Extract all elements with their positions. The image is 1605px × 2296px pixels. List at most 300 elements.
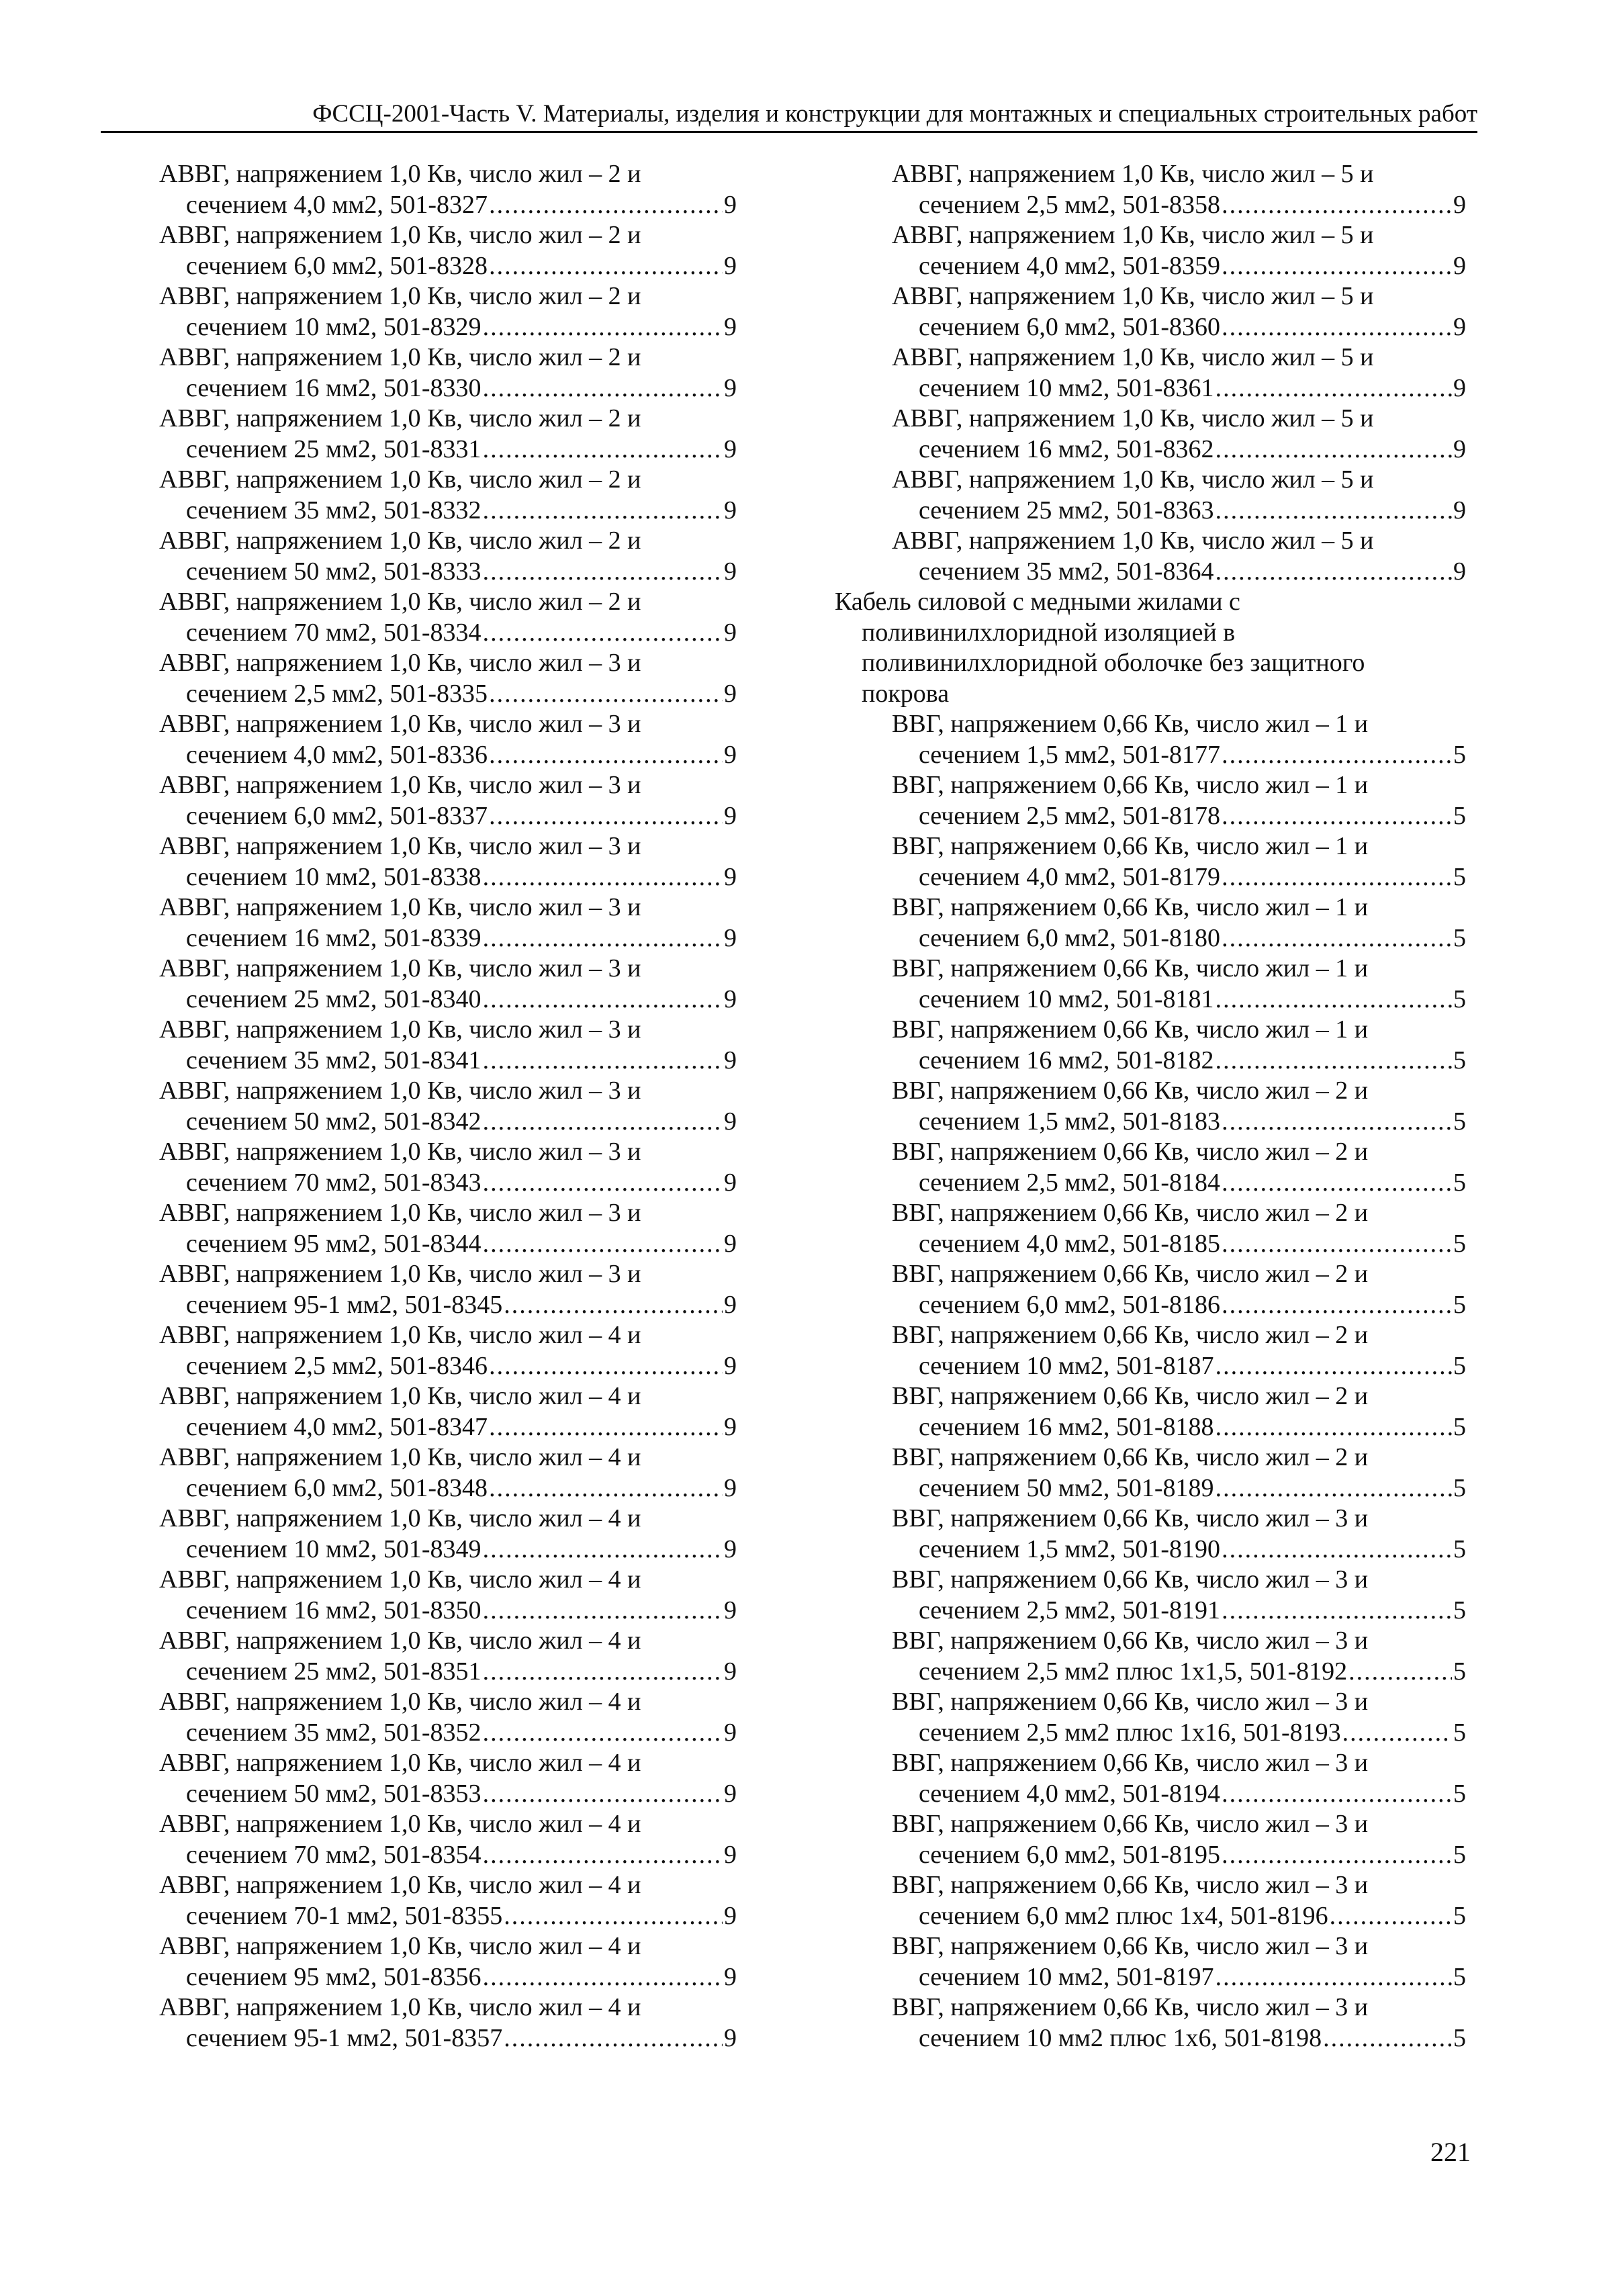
right-index-column	[835, 159, 1466, 2054]
index-entry	[835, 526, 1466, 587]
entry-page-ref: 5	[1453, 1596, 1466, 1624]
dot-leader	[1222, 1534, 1452, 1565]
entry-page-ref: 9	[724, 557, 737, 586]
dot-leader	[483, 434, 723, 465]
index-entry	[159, 465, 737, 526]
entry-detail: сечением 95 мм2, 501-8344	[186, 1229, 481, 1258]
entry-page-ref: 9	[724, 1107, 737, 1136]
entry-detail-line	[835, 373, 1466, 404]
entry-page-ref: 9	[724, 434, 737, 463]
entry-detail-line	[159, 1290, 737, 1321]
entry-detail-line	[159, 984, 737, 1015]
entry-detail-line	[159, 1901, 737, 1932]
entry-detail: сечением 50 мм2, 501-8189	[919, 1473, 1214, 1502]
index-entry	[835, 1931, 1466, 1992]
entry-detail: сечением 70 мм2, 501-8334	[186, 618, 481, 647]
index-entry	[159, 1504, 737, 1565]
entry-detail: сечением 35 мм2, 501-8332	[186, 496, 481, 524]
index-entry	[159, 342, 737, 404]
entry-title: АВВГ, напряжением 1,0 Кв, число жил – 3 и	[159, 954, 641, 982]
entry-detail: сечением 70 мм2, 501-8354	[186, 1840, 481, 1869]
entry-page-ref: 5	[1453, 984, 1466, 1013]
entry-detail: сечением 2,5 мм2, 501-8184	[919, 1168, 1221, 1197]
entry-detail-line	[159, 1657, 737, 1688]
entry-detail-line	[835, 862, 1466, 893]
entry-detail: сечением 25 мм2, 501-8331	[186, 434, 481, 463]
entry-title: АВВГ, напряжением 1,0 Кв, число жил – 5 и	[892, 160, 1374, 188]
entry-detail: сечением 10 мм2, 501-8187	[919, 1351, 1214, 1380]
entry-title: ВВГ, напряжением 0,66 Кв, число жил – 1 и	[892, 771, 1369, 799]
entry-detail: сечением 4,0 мм2, 501-8179	[919, 862, 1221, 891]
dot-leader	[1216, 496, 1452, 526]
entry-detail-line	[159, 801, 737, 832]
entry-title: АВВГ, напряжением 1,0 Кв, число жил – 5 и	[892, 465, 1374, 494]
dot-leader	[483, 618, 723, 649]
entry-title: АВВГ, напряжением 1,0 Кв, число жил – 3 и	[159, 771, 641, 799]
index-entry	[835, 1992, 1466, 2054]
entry-detail-line	[835, 434, 1466, 465]
entry-detail-line	[159, 1351, 737, 1382]
index-entry	[159, 1442, 737, 1504]
entry-title: АВВГ, напряжением 1,0 Кв, число жил – 3 и	[159, 832, 641, 860]
index-entry	[835, 1870, 1466, 1931]
entry-page-ref: 5	[1453, 1168, 1466, 1197]
entry-detail: сечением 10 мм2 плюс 1х6, 501-8198	[919, 2023, 1322, 2052]
dot-leader	[1216, 557, 1452, 588]
entry-detail-line	[159, 190, 737, 221]
index-entry	[159, 1320, 737, 1381]
entry-page-ref: 5	[1453, 862, 1466, 891]
entry-detail-line	[159, 312, 737, 343]
index-entry	[835, 1687, 1466, 1748]
entry-page-ref: 9	[724, 1412, 737, 1441]
entry-detail-line	[835, 1901, 1466, 1932]
entry-page-ref: 9	[724, 1168, 737, 1197]
dot-leader	[504, 2023, 723, 2054]
entry-page-ref: 9	[724, 1290, 737, 1319]
entry-detail-line	[159, 1412, 737, 1443]
right-entries-vvg	[835, 709, 1466, 2054]
entry-page-ref: 9	[1453, 557, 1466, 586]
entry-page-ref: 5	[1453, 1229, 1466, 1258]
entry-detail: сечением 4,0 мм2, 501-8185	[919, 1229, 1221, 1258]
index-entry	[835, 220, 1466, 281]
dot-leader	[1222, 1779, 1452, 1810]
index-entry	[835, 1259, 1466, 1320]
entry-detail: сечением 4,0 мм2, 501-8194	[919, 1779, 1221, 1808]
dot-leader	[1222, 1840, 1452, 1871]
entry-title: АВВГ, напряжением 1,0 Кв, число жил – 3 и	[159, 710, 641, 738]
dot-leader	[1222, 801, 1452, 832]
entry-detail: сечением 10 мм2, 501-8349	[186, 1534, 481, 1563]
entry-detail: сечением 35 мм2, 501-8341	[186, 1046, 481, 1074]
entry-title: ВВГ, напряжением 0,66 Кв, число жил – 1 и	[892, 893, 1369, 921]
entry-detail: сечением 4,0 мм2, 501-8347	[186, 1412, 488, 1441]
entry-title: ВВГ, напряжением 0,66 Кв, число жил – 1 и	[892, 832, 1369, 860]
entry-detail-line	[835, 1840, 1466, 1871]
index-entry	[835, 1565, 1466, 1626]
entry-page-ref: 5	[1453, 1718, 1466, 1747]
entry-page-ref: 5	[1453, 1901, 1466, 1930]
dot-leader	[489, 251, 723, 282]
dot-leader	[483, 373, 723, 404]
entry-detail: сечением 95-1 мм2, 501-8357	[186, 2023, 503, 2052]
entry-detail: сечением 1,5 мм2, 501-8177	[919, 740, 1221, 769]
entry-page-ref: 9	[724, 1351, 737, 1380]
index-entry	[835, 1626, 1466, 1687]
entry-detail: сечением 70-1 мм2, 501-8355	[186, 1901, 503, 1930]
entry-title: АВВГ, напряжением 1,0 Кв, число жил – 4 и	[159, 1688, 641, 1716]
entry-detail-line	[835, 1229, 1466, 1260]
entry-detail: сечением 6,0 мм2, 501-8360	[919, 312, 1221, 341]
dot-leader	[1222, 1290, 1452, 1321]
section-heading	[835, 587, 1466, 709]
section-heading-line: покрова	[862, 679, 950, 708]
entry-title: АВВГ, напряжением 1,0 Кв, число жил – 3 и	[159, 893, 641, 921]
entry-title: АВВГ, напряжением 1,0 Кв, число жил – 3 и	[159, 1015, 641, 1044]
entry-page-ref: 9	[1453, 312, 1466, 341]
entry-detail: сечением 10 мм2, 501-8197	[919, 1962, 1214, 1991]
entry-detail: сечением 10 мм2, 501-8361	[919, 373, 1214, 402]
dot-leader	[1216, 1473, 1452, 1504]
entry-title: ВВГ, напряжением 0,66 Кв, число жил – 2 и	[892, 1321, 1369, 1349]
entry-page-ref: 9	[724, 1657, 737, 1686]
entry-title: АВВГ, напряжением 1,0 Кв, число жил – 4 и	[159, 1932, 641, 1960]
entry-page-ref: 9	[1453, 251, 1466, 280]
dot-leader	[1222, 312, 1452, 343]
entry-detail: сечением 95 мм2, 501-8356	[186, 1962, 481, 1991]
entry-detail-line	[159, 679, 737, 710]
entry-detail-line	[835, 1779, 1466, 1810]
index-entry	[835, 954, 1466, 1015]
entry-page-ref: 9	[724, 1962, 737, 1991]
entry-page-ref: 9	[724, 1534, 737, 1563]
entry-detail-line	[835, 1534, 1466, 1565]
entry-detail-line	[835, 2023, 1466, 2054]
entry-page-ref: 9	[724, 618, 737, 647]
dot-leader	[1222, 1596, 1452, 1626]
entry-title: АВВГ, напряжением 1,0 Кв, число жил – 4 и	[159, 1871, 641, 1899]
dot-leader	[1323, 2023, 1452, 2054]
entry-detail-line	[835, 1473, 1466, 1504]
entry-title: АВВГ, напряжением 1,0 Кв, число жил – 2 и	[159, 465, 641, 494]
entry-title: АВВГ, напряжением 1,0 Кв, число жил – 4 и	[159, 1443, 641, 1471]
entry-title: ВВГ, напряжением 0,66 Кв, число жил – 3 и	[892, 1565, 1369, 1594]
entry-detail: сечением 1,5 мм2, 501-8183	[919, 1107, 1221, 1136]
dot-leader	[504, 1901, 723, 1932]
dot-leader	[489, 679, 723, 710]
entry-page-ref: 5	[1453, 2023, 1466, 2052]
dot-leader	[489, 1412, 723, 1443]
entry-title: ВВГ, напряжением 0,66 Кв, число жил – 3 и	[892, 1688, 1369, 1716]
dot-leader	[483, 312, 723, 343]
index-entry	[159, 1198, 737, 1259]
entry-page-ref: 9	[1453, 434, 1466, 463]
right-entries-aavg	[835, 159, 1466, 587]
entry-page-ref: 5	[1453, 1779, 1466, 1808]
entry-page-ref: 9	[1453, 373, 1466, 402]
entry-detail: сечением 6,0 мм2, 501-8180	[919, 923, 1221, 952]
entry-detail: сечением 6,0 мм2, 501-8337	[186, 801, 488, 830]
entry-title: АВВГ, напряжением 1,0 Кв, число жил – 2 и	[159, 526, 641, 555]
entry-detail: сечением 16 мм2, 501-8330	[186, 373, 481, 402]
entry-detail-line	[835, 251, 1466, 282]
entry-title: ВВГ, напряжением 0,66 Кв, число жил – 1 и	[892, 710, 1369, 738]
entry-page-ref: 5	[1453, 1046, 1466, 1074]
dot-leader	[1222, 923, 1452, 954]
entry-detail-line	[159, 2023, 737, 2054]
index-entry	[835, 281, 1466, 342]
entry-title: АВВГ, напряжением 1,0 Кв, число жил – 4 и	[159, 1626, 641, 1655]
index-entry	[159, 1259, 737, 1320]
index-entry	[159, 1931, 737, 1992]
index-entry	[159, 1626, 737, 1687]
entry-title: АВВГ, напряжением 1,0 Кв, число жил – 3 и	[159, 1260, 641, 1288]
dot-leader	[489, 801, 723, 832]
entry-page-ref: 9	[724, 190, 737, 219]
dot-leader	[483, 1718, 723, 1749]
entry-detail: сечением 6,0 мм2, 501-8348	[186, 1473, 488, 1502]
entry-page-ref: 5	[1453, 1534, 1466, 1563]
entry-title: АВВГ, напряжением 1,0 Кв, число жил – 5 и	[892, 282, 1374, 310]
entry-title: АВВГ, напряжением 1,0 Кв, число жил – 3 и	[159, 1138, 641, 1166]
index-entry	[835, 1320, 1466, 1381]
page-number: 221	[1430, 2137, 1471, 2167]
entry-title: АВВГ, напряжением 1,0 Кв, число жил – 3 и	[159, 1199, 641, 1227]
entry-detail: сечением 2,5 мм2, 501-8191	[919, 1596, 1221, 1624]
entry-title: АВВГ, напряжением 1,0 Кв, число жил – 2 и	[159, 404, 641, 432]
entry-detail: сечением 4,0 мм2, 501-8336	[186, 740, 488, 769]
index-entry	[835, 1381, 1466, 1442]
dot-leader	[1216, 984, 1452, 1015]
index-entry	[835, 404, 1466, 465]
entry-detail-line	[835, 1657, 1466, 1688]
index-entry	[835, 1748, 1466, 1809]
index-entry	[835, 1809, 1466, 1870]
entry-title: АВВГ, напряжением 1,0 Кв, число жил – 2 и	[159, 282, 641, 310]
section-heading-line: поливинилхлоридной оболочке без защитного	[862, 649, 1365, 677]
entry-detail: сечением 6,0 мм2, 501-8186	[919, 1290, 1221, 1319]
dot-leader	[1342, 1718, 1452, 1749]
entry-title: АВВГ, напряжением 1,0 Кв, число жил – 5 и	[892, 526, 1374, 555]
entry-detail: сечением 2,5 мм2 плюс 1х16, 501-8193	[919, 1718, 1341, 1747]
entry-detail: сечением 70 мм2, 501-8343	[186, 1168, 481, 1197]
index-entry	[835, 1076, 1466, 1137]
entry-title: ВВГ, напряжением 0,66 Кв, число жил – 2 и	[892, 1199, 1369, 1227]
dot-leader	[483, 1107, 723, 1138]
entry-detail: сечением 16 мм2, 501-8362	[919, 434, 1214, 463]
index-entry	[159, 648, 737, 709]
entry-page-ref: 9	[724, 251, 737, 280]
index-entry	[835, 770, 1466, 831]
entry-detail-line	[159, 1596, 737, 1626]
index-entry	[159, 281, 737, 342]
dot-leader	[489, 1473, 723, 1504]
dot-leader	[504, 1290, 723, 1321]
dot-leader	[1222, 251, 1452, 282]
dot-leader	[483, 1779, 723, 1810]
index-entry	[835, 159, 1466, 220]
entry-title: АВВГ, напряжением 1,0 Кв, число жил – 2 и	[159, 343, 641, 371]
entry-detail: сечением 2,5 мм2 плюс 1х1,5, 501-8192	[919, 1657, 1348, 1686]
dot-leader	[1222, 190, 1452, 221]
dot-leader	[483, 1657, 723, 1688]
index-entry	[159, 1992, 737, 2054]
index-entry	[159, 404, 737, 465]
entry-detail-line	[835, 1107, 1466, 1138]
dot-leader	[1216, 1046, 1452, 1076]
index-entry	[835, 892, 1466, 954]
entry-detail-line	[835, 557, 1466, 588]
entry-detail-line	[159, 618, 737, 649]
entry-page-ref: 9	[724, 1596, 737, 1624]
entry-page-ref: 5	[1453, 1657, 1466, 1686]
entry-detail: сечением 50 мм2, 501-8333	[186, 557, 481, 586]
dot-leader	[489, 740, 723, 771]
index-entry	[159, 954, 737, 1015]
dot-leader	[483, 984, 723, 1015]
entry-page-ref: 9	[724, 1718, 737, 1747]
entry-title: АВВГ, напряжением 1,0 Кв, число жил – 4 и	[159, 1810, 641, 1838]
entry-title: АВВГ, напряжением 1,0 Кв, число жил – 4 и	[159, 1382, 641, 1410]
entry-detail-line	[159, 1718, 737, 1749]
entry-page-ref: 9	[724, 1473, 737, 1502]
entry-title: АВВГ, напряжением 1,0 Кв, число жил – 4 и	[159, 1993, 641, 2021]
index-entry	[159, 159, 737, 220]
entry-detail: сечением 10 мм2, 501-8181	[919, 984, 1214, 1013]
index-entry	[835, 465, 1466, 526]
entry-page-ref: 9	[724, 1901, 737, 1930]
entry-detail: сечением 10 мм2, 501-8329	[186, 312, 481, 341]
entry-page-ref: 5	[1453, 801, 1466, 830]
entry-detail: сечением 6,0 мм2, 501-8195	[919, 1840, 1221, 1869]
entry-page-ref: 9	[724, 1046, 737, 1074]
entry-title: АВВГ, напряжением 1,0 Кв, число жил – 5 и	[892, 404, 1374, 432]
entry-detail: сечением 4,0 мм2, 501-8327	[186, 190, 488, 219]
section-heading-line: Кабель силовой с медными жилами с	[835, 588, 1240, 616]
entry-detail: сечением 2,5 мм2, 501-8358	[919, 190, 1221, 219]
entry-detail: сечением 10 мм2, 501-8338	[186, 862, 481, 891]
index-entry	[159, 587, 737, 648]
entry-page-ref: 5	[1453, 1473, 1466, 1502]
dot-leader	[1222, 1107, 1452, 1138]
entry-detail-line	[835, 801, 1466, 832]
entry-detail: сечением 2,5 мм2, 501-8178	[919, 801, 1221, 830]
entry-detail: сечением 1,5 мм2, 501-8190	[919, 1534, 1221, 1563]
index-entry	[159, 1076, 737, 1137]
entry-detail: сечением 4,0 мм2, 501-8359	[919, 251, 1221, 280]
entry-title: АВВГ, напряжением 1,0 Кв, число жил – 4 и	[159, 1321, 641, 1349]
entry-detail: сечением 6,0 мм2, 501-8328	[186, 251, 488, 280]
entry-detail: сечением 25 мм2, 501-8363	[919, 496, 1214, 524]
entry-title: АВВГ, напряжением 1,0 Кв, число жил – 3 и	[159, 649, 641, 677]
entry-title: АВВГ, напряжением 1,0 Кв, число жил – 3 и	[159, 1076, 641, 1105]
entry-page-ref: 9	[1453, 496, 1466, 524]
dot-leader	[1216, 1412, 1452, 1443]
entry-page-ref: 9	[724, 1779, 737, 1808]
entry-page-ref: 9	[724, 679, 737, 708]
index-entry	[159, 1015, 737, 1076]
index-entry	[159, 770, 737, 831]
dot-leader	[1216, 373, 1452, 404]
entry-page-ref: 9	[724, 862, 737, 891]
entry-detail: сечением 25 мм2, 501-8351	[186, 1657, 481, 1686]
dot-leader	[1222, 862, 1452, 893]
index-entry	[159, 892, 737, 954]
dot-leader	[1216, 1962, 1452, 1993]
entry-detail: сечением 50 мм2, 501-8353	[186, 1779, 481, 1808]
dot-leader	[483, 1596, 723, 1626]
index-entry	[835, 1442, 1466, 1504]
entry-detail-line	[159, 557, 737, 588]
entry-detail-line	[835, 1412, 1466, 1443]
entry-title: ВВГ, напряжением 0,66 Кв, число жил – 3 и	[892, 1993, 1369, 2021]
dot-leader	[1222, 1168, 1452, 1199]
entry-title: ВВГ, напряжением 0,66 Кв, число жил – 3 и	[892, 1626, 1369, 1655]
entry-title: АВВГ, напряжением 1,0 Кв, число жил – 4 и	[159, 1565, 641, 1594]
dot-leader	[483, 1168, 723, 1199]
entry-detail-line	[159, 1779, 737, 1810]
dot-leader	[489, 1351, 723, 1382]
entry-page-ref: 5	[1453, 1412, 1466, 1441]
dot-leader	[483, 1046, 723, 1076]
entry-detail-line	[835, 1290, 1466, 1321]
dot-leader	[1222, 740, 1452, 771]
entry-detail-line	[159, 740, 737, 771]
entry-detail-line	[835, 923, 1466, 954]
entry-detail-line	[159, 496, 737, 526]
dot-leader	[483, 1962, 723, 1993]
entry-page-ref: 5	[1453, 740, 1466, 769]
dot-leader	[489, 190, 723, 221]
entry-detail: сечением 2,5 мм2, 501-8346	[186, 1351, 488, 1380]
entry-page-ref: 9	[724, 740, 737, 769]
header-rule	[101, 131, 1477, 133]
index-entry	[159, 1809, 737, 1870]
entry-title: АВВГ, напряжением 1,0 Кв, число жил – 2 и	[159, 221, 641, 249]
entry-page-ref: 9	[724, 2023, 737, 2052]
entry-title: ВВГ, напряжением 0,66 Кв, число жил – 3 и	[892, 1749, 1369, 1777]
dot-leader	[483, 1534, 723, 1565]
left-index-column	[159, 159, 737, 2054]
index-entry	[835, 709, 1466, 770]
entry-title: АВВГ, напряжением 1,0 Кв, число жил – 4 и	[159, 1749, 641, 1777]
entry-page-ref: 9	[1453, 190, 1466, 219]
index-entry	[159, 1137, 737, 1198]
entry-detail: сечением 50 мм2, 501-8342	[186, 1107, 481, 1136]
entry-detail-line	[159, 1168, 737, 1199]
dot-leader	[1222, 1229, 1452, 1260]
entry-detail-line	[159, 434, 737, 465]
dot-leader	[1216, 434, 1452, 465]
entry-title: АВВГ, напряжением 1,0 Кв, число жил – 4 и	[159, 1504, 641, 1532]
entry-detail-line	[159, 1229, 737, 1260]
entry-detail-line	[835, 496, 1466, 526]
index-entry	[159, 1565, 737, 1626]
entry-detail-line	[159, 1107, 737, 1138]
entry-page-ref: 9	[724, 1229, 737, 1258]
entry-detail: сечением 25 мм2, 501-8340	[186, 984, 481, 1013]
entry-title: ВВГ, напряжением 0,66 Кв, число жил – 3 и	[892, 1504, 1369, 1532]
entry-detail: сечением 95-1 мм2, 501-8345	[186, 1290, 503, 1319]
index-entry	[159, 1748, 737, 1809]
entry-detail-line	[835, 1596, 1466, 1626]
entry-detail-line	[835, 1168, 1466, 1199]
entry-title: ВВГ, напряжением 0,66 Кв, число жил – 1 и	[892, 1015, 1369, 1044]
entry-title: ВВГ, напряжением 0,66 Кв, число жил – 3 и	[892, 1932, 1369, 1960]
entry-title: ВВГ, напряжением 0,66 Кв, число жил – 1 и	[892, 954, 1369, 982]
index-entry	[835, 1015, 1466, 1076]
